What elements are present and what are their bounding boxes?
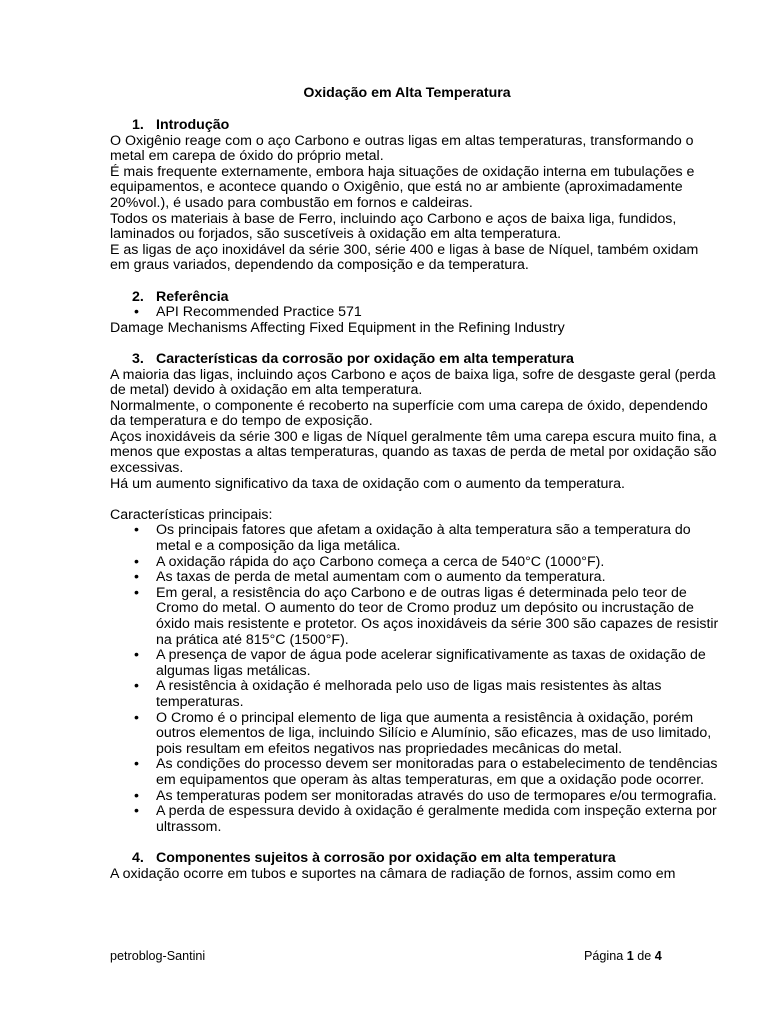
section-heading (110, 118, 720, 134)
list-item-text: A oxidação rápida do aço Carbono começa a cerca de 540°C (1000°F). (156, 553, 605, 570)
bullet-list (110, 305, 720, 321)
list-item (110, 523, 720, 554)
page-total: 4 (654, 949, 662, 963)
section-componentes (110, 851, 720, 882)
paragraph: E as ligas de aço inoxidável da série 300, série 400 e ligas à base de Níquel, também oxidam em graus variados, dependendo da composição e da temperatura. (110, 241, 699, 274)
page-current: 1 (626, 949, 634, 963)
section-number: 3. (132, 350, 144, 367)
list-item-text: As taxas de perda de metal aumentam com o aumento da temperatura. (156, 569, 606, 586)
bullet-icon: • (134, 678, 139, 695)
bullet-icon: • (134, 803, 139, 820)
list-item (110, 804, 720, 835)
bullet-icon: • (134, 584, 139, 601)
section-title: Características da corrosão por oxidação em alta temperatura (156, 350, 574, 367)
list-item-text: As temperaturas podem ser monitoradas através do uso de termopares e/ou termografia. (156, 787, 717, 804)
page-of: de (637, 949, 652, 963)
list-item-text: A presença de vapor de água pode acelerar significativamente as taxas de oxidação de algumas ligas metálicas. (156, 647, 706, 679)
section-heading (110, 290, 720, 306)
list-item (110, 757, 720, 788)
bullet-icon: • (134, 787, 139, 804)
paragraph: Há um aumento significativo da taxa de oxidação com o aumento da temperatura. (110, 475, 625, 492)
bullet-list (110, 523, 720, 835)
list-item (110, 305, 720, 321)
paragraph: Aços inoxidáveis da série 300 e ligas de Níquel geralmente têm uma carepa escura muito fina, a menos que expostas a altas temperaturas, quando as taxas de perda de metal por oxidação são excessivas. (110, 428, 717, 477)
section-number: 4. (132, 849, 144, 866)
list-item-text: Os principais fatores que afetam a oxidação à alta temperatura são a temperatura do metal e a composição da liga metálica. (156, 522, 691, 555)
section-number: 1. (132, 117, 144, 133)
list-item (110, 570, 720, 586)
subheading: Características principais: (110, 506, 273, 523)
section-introducao (110, 118, 720, 274)
list-item (110, 711, 720, 758)
bullet-icon: • (134, 569, 139, 586)
paragraph: O Oxigênio reage com o aço Carbono e outras ligas em altas temperaturas, transformando o metal em carepa de óxido do próprio metal. (110, 132, 694, 165)
paragraph: A oxidação ocorre em tubos e suportes na câmara de radiação de fornos, assim como em (110, 865, 676, 882)
bullet-icon: • (134, 709, 139, 726)
footer-page-number (584, 949, 662, 965)
list-item (110, 555, 720, 571)
section-referencia (110, 290, 720, 337)
list-item (110, 679, 720, 710)
section-title: Referência (156, 288, 229, 305)
bullet-icon: • (134, 304, 139, 321)
spacer (110, 274, 720, 290)
page-title: Oxidação em Alta Temperatura (303, 85, 511, 101)
section-heading (110, 851, 720, 867)
list-item (110, 789, 720, 805)
paragraph: É mais frequente externamente, embora haja situações de oxidação interna em tubulações e equipamentos, e acontece quando o Oxigênio, que está no ar ambiente (aproximadamente 20%vol.), é usado para combustão em fornos e caldeiras. (110, 163, 695, 211)
list-item-text: As condições do processo devem ser monitoradas para o estabelecimento de tendências em equipamentos que operam às altas temperaturas, em que a oxidação pode ocorrer. (156, 756, 718, 788)
list-item-text: A resistência à oxidação é melhorada pelo uso de ligas mais resistentes às altas temperaturas. (156, 678, 662, 710)
bullet-icon: • (134, 522, 139, 539)
section-caracteristicas (110, 352, 720, 835)
paragraph: Todos os materiais à base de Ferro, incluindo aço Carbono e aços de baixa liga, fundidos, laminados ou forjados, são suscetíveis à oxidação em alta temperatura. (110, 210, 677, 243)
document-body (110, 118, 720, 882)
list-item (110, 648, 720, 679)
list-item-text: A perda de espessura devido à oxidação é geralmente medida com inspeção externa por ultrassom. (156, 803, 717, 835)
section-heading (110, 352, 720, 368)
section-title: Componentes sujeitos à corrosão por oxidação em alta temperatura (156, 849, 616, 866)
footer-author: petroblog-Santini (110, 949, 206, 963)
list-item-text: O Cromo é o principal elemento de liga que aumenta a resistência à oxidação, porém outros elementos de liga, incluindo Silício e Alumínio, são eficazes, mas de uso limitado, pois resultam em efeitos negativos nas propriedades mecânicas do metal. (156, 709, 712, 757)
paragraph: A maioria das ligas, incluindo aços Carbono e aços de baixa liga, sofre de desgaste geral (perda de metal) devido à oxidação em alta temperatura. (110, 366, 716, 399)
list-item-text: API Recommended Practice 571 (156, 304, 362, 321)
spacer (110, 492, 720, 508)
bullet-icon: • (134, 553, 139, 570)
spacer (110, 835, 720, 851)
list-item (110, 586, 720, 648)
paragraph: Damage Mechanisms Affecting Fixed Equipment in the Refining Industry (110, 319, 565, 336)
section-title: Introdução (156, 117, 230, 133)
section-number: 2. (132, 288, 144, 305)
paragraph: Normalmente, o componente é recoberto na superfície com uma carepa de óxido, dependendo da temperatura e do tempo de exposição. (110, 397, 708, 430)
bullet-icon: • (134, 756, 139, 773)
spacer (110, 336, 720, 352)
list-item-text: Em geral, a resistência do aço Carbono e de outras ligas é determinada pelo teor de Cromo do metal. O aumento do teor de Cromo produz um depósito ou incrustação de óxido mais resistente e protetor. Os aços inoxidáveis da série 300 são capazes de resistir na prática até 815°C (1500°F). (156, 584, 719, 648)
bullet-icon: • (134, 647, 139, 664)
page-label: Página (584, 949, 624, 963)
